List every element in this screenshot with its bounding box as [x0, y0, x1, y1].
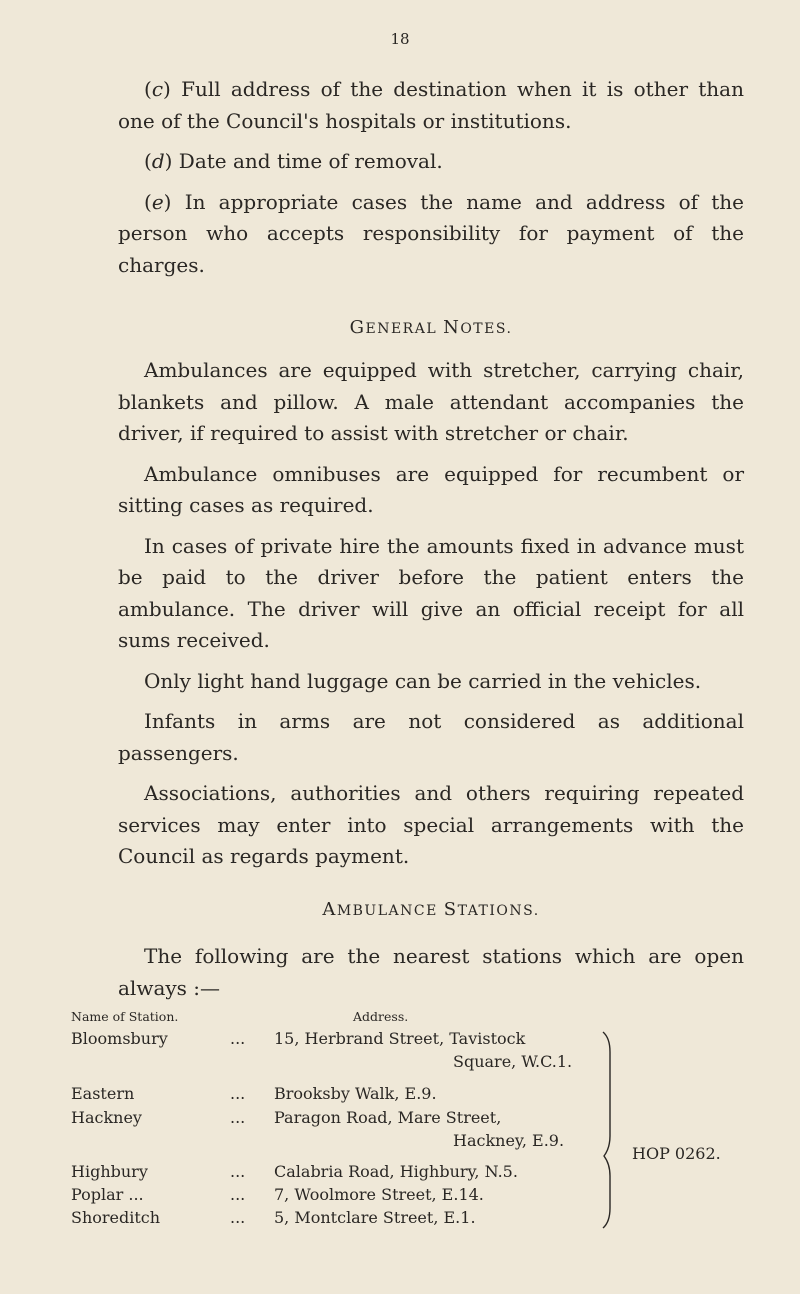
ambulance-stations-heading [118, 898, 744, 923]
station-name: Eastern [71, 1084, 135, 1103]
right-brace [600, 1030, 620, 1230]
station-name: Bloomsbury [71, 1029, 168, 1048]
leader-dots: ... [230, 1208, 246, 1227]
column-header-address: Address. [353, 1009, 409, 1024]
station-address: 7, Woolmore Street, E.14. [274, 1185, 484, 1204]
note-paragraph: In cases of private hire the amounts fixed in advance must be paid to the driver before the patient enters the ambulance. The driver will give an official receipt for all sums received. [118, 533, 744, 652]
general-notes-body [118, 355, 744, 873]
leader-dots: ... [230, 1185, 246, 1204]
item-letter: d [151, 149, 165, 173]
note-paragraph: Infants in arms are not considered as additional passengers. [118, 709, 744, 765]
note-paragraph: Ambulances are equipped with stretcher, carrying chair, blankets and pillow. A male attendant accompanies the driver, if required to assist with stretcher or chair. [118, 358, 744, 445]
item-text: In appropriate cases the name and address of the person who accepts responsibility for payment of the charges. [118, 189, 744, 277]
heading-smallcaps: MBULANCE [336, 903, 444, 919]
item-list [118, 74, 744, 281]
page-number: 18 [390, 30, 410, 48]
item-letter: c [151, 77, 164, 101]
note-paragraph: Ambulance omnibuses are equipped for recumbent or sitting cases as required. [118, 461, 744, 517]
station-name: Highbury [71, 1162, 148, 1181]
station-name: Hackney [71, 1108, 142, 1127]
note-paragraph: Only light hand luggage can be carried in the vehicles. [144, 668, 702, 693]
stations-intro-text: The following are the nearest stations which are open always :— [118, 944, 744, 1000]
list-item-c: (c) Full address of the destination when it is other than one of the Council's hospitals or institutions. [118, 77, 744, 133]
station-name: Poplar ... [71, 1185, 144, 1204]
leader-dots: ... [230, 1084, 246, 1103]
note-paragraph: Associations, authorities and others requiring repeated services may enter into special arrangements with the Council as regards payment. [118, 781, 744, 868]
leader-dots: ... [230, 1162, 246, 1181]
station-address-continued: Hackney, E.9. [453, 1131, 565, 1150]
station-address: 5, Montclare Street, E.1. [274, 1208, 476, 1227]
item-text: Full address of the destination when it is other than one of the Council's hospitals or institutions. [118, 77, 744, 133]
station-address: Brooksby Walk, E.9. [274, 1084, 437, 1103]
station-address-continued: Square, W.C.1. [453, 1052, 573, 1071]
station-address: Calabria Road, Highbury, N.5. [274, 1162, 518, 1181]
column-header-name: Name of Station. [71, 1009, 179, 1024]
leader-dots: ... [230, 1029, 246, 1048]
heading-initial: N [443, 317, 461, 338]
station-address: Paragon Road, Mare Street, [274, 1108, 502, 1127]
heading-initial: S [443, 899, 458, 920]
item-letter: e [151, 189, 164, 214]
general-notes-heading [118, 316, 744, 341]
telephone-number: HOP 0262. [632, 1144, 721, 1163]
list-item-e: (e) In appropriate cases the name and address of the person who accepts responsibility for payment of the charges. [118, 189, 744, 277]
item-text: Date and time of removal. [178, 149, 443, 173]
list-item-d: (d) Date and time of removal. [144, 149, 443, 173]
heading-smallcaps: ENERAL [365, 321, 444, 337]
heading-initial: A [322, 899, 337, 920]
heading-smallcaps: OTES. [460, 321, 513, 337]
heading-initial: G [349, 317, 366, 338]
station-name: Shoreditch [71, 1208, 161, 1227]
leader-dots: ... [230, 1108, 246, 1127]
station-address: 15, Herbrand Street, Tavistock [274, 1029, 526, 1048]
heading-smallcaps: TATIONS. [457, 903, 540, 919]
stations-intro [118, 941, 744, 1004]
